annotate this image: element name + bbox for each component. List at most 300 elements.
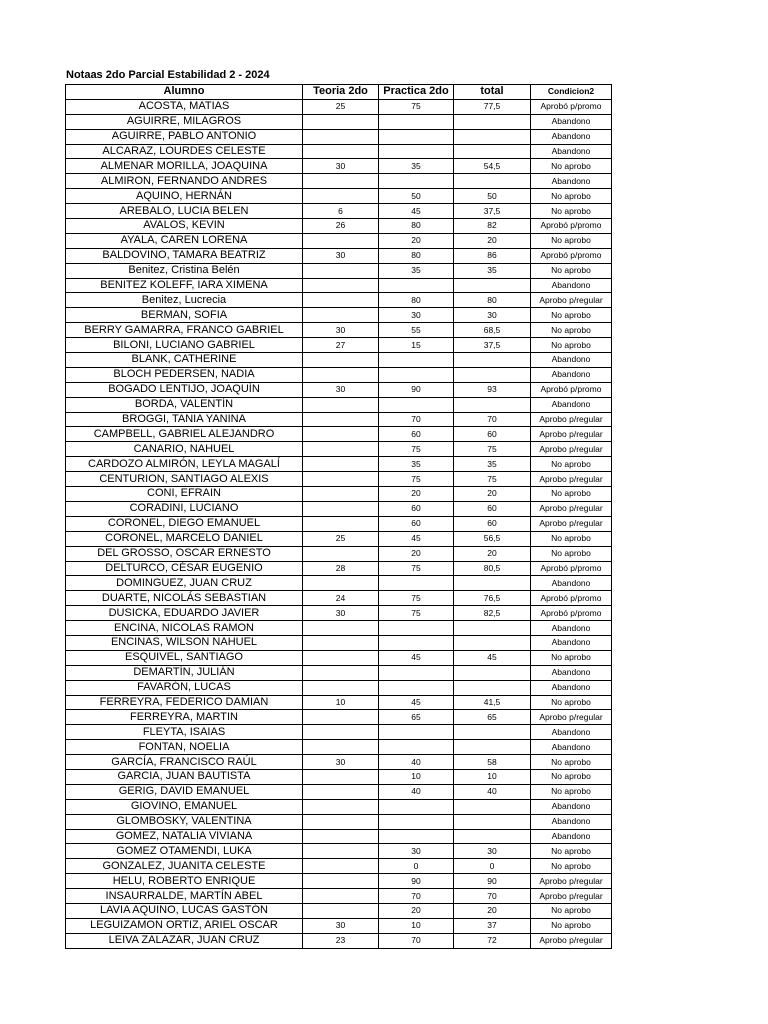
student-name: ESQUIVEL, SANTIAGO [66, 650, 303, 665]
teoria-score [303, 144, 379, 159]
student-name: LAVIA AQUINO, LUCAS GASTÓN [66, 903, 303, 918]
table-row [66, 427, 612, 442]
total-score: 60 [454, 427, 531, 442]
practica-score: 20 [379, 903, 454, 918]
total-score: 72 [454, 933, 531, 948]
total-score [454, 353, 531, 368]
teoria-score [303, 576, 379, 591]
teoria-score [303, 844, 379, 859]
student-name: GONZALEZ, JUANITA CELESTE [66, 859, 303, 874]
teoria-score [303, 725, 379, 740]
table-row [66, 769, 612, 784]
condition-status: Abandono [531, 144, 612, 159]
total-score: 82,5 [454, 606, 531, 621]
practica-score: 90 [379, 382, 454, 397]
practica-score: 80 [379, 248, 454, 263]
condition-status: Aprobó p/promo [531, 248, 612, 263]
total-score: 20 [454, 546, 531, 561]
practica-score: 15 [379, 338, 454, 353]
teoria-score [303, 889, 379, 904]
condition-status: Abandono [531, 829, 612, 844]
condition-status: No aprobo [531, 918, 612, 933]
condition-status: No aprobo [531, 695, 612, 710]
table-row [66, 442, 612, 457]
teoria-score [303, 427, 379, 442]
practica-score: 75 [379, 472, 454, 487]
total-score: 65 [454, 710, 531, 725]
total-score [454, 725, 531, 740]
condition-status: Abandono [531, 665, 612, 680]
condition-status: Aprobó p/promo [531, 606, 612, 621]
condition-status: No aprobo [531, 769, 612, 784]
table-row [66, 546, 612, 561]
total-score: 77,5 [454, 99, 531, 114]
condition-status: Abandono [531, 397, 612, 412]
table-row [66, 516, 612, 531]
table-row [66, 918, 612, 933]
practica-score: 70 [379, 412, 454, 427]
student-name: CENTURION, SANTIAGO ALEXIS [66, 472, 303, 487]
table-row [66, 397, 612, 412]
teoria-score: 30 [303, 159, 379, 174]
practica-score: 45 [379, 695, 454, 710]
teoria-score [303, 442, 379, 457]
condition-status: Abandono [531, 576, 612, 591]
student-name: ACOSTA, MATIAS [66, 99, 303, 114]
practica-score: 45 [379, 650, 454, 665]
condition-status: Abandono [531, 680, 612, 695]
total-score: 75 [454, 442, 531, 457]
condition-status: Aprobo p/regular [531, 442, 612, 457]
table-row [66, 889, 612, 904]
student-name: ALCARAZ, LOURDES CELESTE [66, 144, 303, 159]
condition-status: Abandono [531, 114, 612, 129]
teoria-score [303, 233, 379, 248]
student-name: BOGADO LENTIJO, JOAQUÍN [66, 382, 303, 397]
teoria-score [303, 114, 379, 129]
condition-status: No aprobo [531, 531, 612, 546]
teoria-score [303, 546, 379, 561]
practica-score: 70 [379, 889, 454, 904]
table-row [66, 725, 612, 740]
student-name: GARCÍA, FRANCISCO RAÚL [66, 755, 303, 770]
condition-status: Abandono [531, 740, 612, 755]
teoria-score [303, 412, 379, 427]
table-row [66, 635, 612, 650]
table-row [66, 219, 612, 234]
total-score: 35 [454, 457, 531, 472]
student-name: BENITEZ KOLEFF, IARA XIMENA [66, 278, 303, 293]
total-score: 86 [454, 248, 531, 263]
total-score [454, 576, 531, 591]
student-name: ENCINA, NICOLAS RAMON [66, 621, 303, 636]
total-score [454, 367, 531, 382]
student-name: AREBALO, LUCIA BELEN [66, 204, 303, 219]
practica-score [379, 680, 454, 695]
practica-score [379, 665, 454, 680]
teoria-score: 30 [303, 918, 379, 933]
table-row [66, 278, 612, 293]
total-score [454, 144, 531, 159]
table-row [66, 799, 612, 814]
total-score: 10 [454, 769, 531, 784]
student-name: BLOCH PEDERSEN, NADIA [66, 367, 303, 382]
practica-score: 45 [379, 531, 454, 546]
student-name: ALMIRON, FERNANDO ANDRES [66, 174, 303, 189]
table-row [66, 189, 612, 204]
condition-status: No aprobo [531, 159, 612, 174]
practica-score: 55 [379, 323, 454, 338]
student-name: DELTURCO, CÉSAR EUGENIO [66, 561, 303, 576]
practica-score: 80 [379, 219, 454, 234]
total-score: 40 [454, 784, 531, 799]
practica-score: 70 [379, 933, 454, 948]
student-name: ALMENAR MORILLA, JOAQUINA [66, 159, 303, 174]
total-score [454, 621, 531, 636]
teoria-score [303, 769, 379, 784]
student-name: CARDOZO ALMIRÓN, LEYLA MAGALÍ [66, 457, 303, 472]
teoria-score [303, 903, 379, 918]
condition-status: Aprobo p/regular [531, 472, 612, 487]
teoria-score: 30 [303, 755, 379, 770]
condition-status: No aprobo [531, 338, 612, 353]
condition-status: Abandono [531, 814, 612, 829]
student-name: GIOVINO, EMANUEL [66, 799, 303, 814]
practica-score: 50 [379, 189, 454, 204]
practica-score: 30 [379, 844, 454, 859]
student-name: DEMARTÍN, JULIÁN [66, 665, 303, 680]
teoria-score [303, 397, 379, 412]
table-row [66, 814, 612, 829]
condition-status: Abandono [531, 353, 612, 368]
condition-status: No aprobo [531, 755, 612, 770]
teoria-score [303, 784, 379, 799]
student-name: INSAURRALDE, MARTÍN ABEL [66, 889, 303, 904]
student-name: CORONEL, MARCELO DANIEL [66, 531, 303, 546]
condition-status: Aprobo p/regular [531, 501, 612, 516]
student-name: BROGGI, TANIA YANINA [66, 412, 303, 427]
teoria-score [303, 472, 379, 487]
total-score: 50 [454, 189, 531, 204]
student-name: CORADINI, LUCIANO [66, 501, 303, 516]
teoria-score [303, 263, 379, 278]
teoria-score: 24 [303, 591, 379, 606]
teoria-score: 30 [303, 606, 379, 621]
total-score: 20 [454, 233, 531, 248]
practica-score: 20 [379, 487, 454, 502]
practica-score [379, 353, 454, 368]
total-score [454, 680, 531, 695]
teoria-score: 10 [303, 695, 379, 710]
teoria-score [303, 293, 379, 308]
total-score: 60 [454, 516, 531, 531]
condition-status: No aprobo [531, 263, 612, 278]
teoria-score [303, 367, 379, 382]
practica-score [379, 635, 454, 650]
condition-status: No aprobo [531, 546, 612, 561]
student-name: DEL GROSSO, OSCAR ERNESTO [66, 546, 303, 561]
student-name: FAVARÓN, LUCAS [66, 680, 303, 695]
practica-score [379, 114, 454, 129]
table-body [66, 99, 612, 948]
practica-score: 35 [379, 457, 454, 472]
practica-score: 45 [379, 204, 454, 219]
total-score [454, 278, 531, 293]
teoria-score [303, 635, 379, 650]
table-row [66, 114, 612, 129]
header-alumno: Alumno [66, 85, 303, 100]
header-total: total [454, 85, 531, 100]
total-score: 30 [454, 844, 531, 859]
table-row [66, 487, 612, 502]
table-row [66, 382, 612, 397]
table-row [66, 859, 612, 874]
condition-status: No aprobo [531, 784, 612, 799]
table-row [66, 606, 612, 621]
condition-status: No aprobo [531, 903, 612, 918]
teoria-score: 25 [303, 99, 379, 114]
total-score [454, 799, 531, 814]
practica-score: 60 [379, 516, 454, 531]
condition-status: Aprobo p/regular [531, 293, 612, 308]
table-row [66, 680, 612, 695]
practica-score [379, 129, 454, 144]
header-practica: Practica 2do [379, 85, 454, 100]
practica-score: 75 [379, 591, 454, 606]
teoria-score [303, 353, 379, 368]
total-score: 75 [454, 472, 531, 487]
teoria-score: 27 [303, 338, 379, 353]
total-score: 54,5 [454, 159, 531, 174]
condition-status: No aprobo [531, 487, 612, 502]
total-score: 41,5 [454, 695, 531, 710]
condition-status: Abandono [531, 621, 612, 636]
teoria-score [303, 814, 379, 829]
practica-score [379, 621, 454, 636]
condition-status: Aprobó p/promo [531, 99, 612, 114]
grades-table [65, 84, 612, 949]
table-row [66, 591, 612, 606]
table-row [66, 710, 612, 725]
student-name: GARCIA, JUAN BAUTISTA [66, 769, 303, 784]
practica-score [379, 174, 454, 189]
total-score: 45 [454, 650, 531, 665]
teoria-score [303, 501, 379, 516]
teoria-score [303, 487, 379, 502]
practica-score [379, 397, 454, 412]
total-score: 90 [454, 874, 531, 889]
student-name: CANARIO, NAHUEL [66, 442, 303, 457]
table-row [66, 323, 612, 338]
table-row [66, 99, 612, 114]
practica-score: 75 [379, 561, 454, 576]
total-score: 68,5 [454, 323, 531, 338]
practica-score: 75 [379, 606, 454, 621]
teoria-score: 6 [303, 204, 379, 219]
table-row [66, 844, 612, 859]
total-score: 37,5 [454, 338, 531, 353]
teoria-score [303, 650, 379, 665]
teoria-score [303, 874, 379, 889]
condition-status: Aprobo p/regular [531, 427, 612, 442]
student-name: GOMEZ OTAMENDI, LUKA [66, 844, 303, 859]
teoria-score [303, 829, 379, 844]
condition-status: Abandono [531, 799, 612, 814]
condition-status: No aprobo [531, 233, 612, 248]
practica-score: 35 [379, 159, 454, 174]
practica-score: 90 [379, 874, 454, 889]
teoria-score [303, 740, 379, 755]
practica-score: 0 [379, 859, 454, 874]
total-score: 20 [454, 903, 531, 918]
teoria-score [303, 129, 379, 144]
student-name: LEIVA ZALAZAR, JUAN CRUZ [66, 933, 303, 948]
condition-status: Aprobo p/regular [531, 874, 612, 889]
teoria-score [303, 457, 379, 472]
student-name: AQUINO, HERNÁN [66, 189, 303, 204]
student-name: HELU, ROBERTO ENRIQUE [66, 874, 303, 889]
student-name: GERIG, DAVID EMANUEL [66, 784, 303, 799]
table-row [66, 412, 612, 427]
practica-score: 35 [379, 263, 454, 278]
table-row [66, 144, 612, 159]
condition-status: No aprobo [531, 650, 612, 665]
table-row [66, 576, 612, 591]
practica-score: 10 [379, 918, 454, 933]
teoria-score [303, 308, 379, 323]
table-row [66, 353, 612, 368]
total-score [454, 635, 531, 650]
student-name: CAMPBELL, GABRIEL ALEJANDRO [66, 427, 303, 442]
total-score: 35 [454, 263, 531, 278]
practica-score: 40 [379, 784, 454, 799]
student-name: FERREYRA, FEDERICO DAMIAN [66, 695, 303, 710]
condition-status: Aprobo p/regular [531, 889, 612, 904]
teoria-score [303, 174, 379, 189]
condition-status: Aprobo p/regular [531, 710, 612, 725]
condition-status: Aprobó p/promo [531, 561, 612, 576]
student-name: CONI, EFRAIN [66, 487, 303, 502]
table-row [66, 233, 612, 248]
table-row [66, 263, 612, 278]
practica-score [379, 725, 454, 740]
condition-status: Aprobo p/regular [531, 412, 612, 427]
document-title: Notaas 2do Parcial Estabilidad 2 - 2024 [66, 69, 270, 81]
total-score: 82 [454, 219, 531, 234]
practica-score [379, 576, 454, 591]
condition-status: Aprobó p/promo [531, 382, 612, 397]
header-condicion: Condicion2 [531, 85, 612, 100]
practica-score [379, 799, 454, 814]
student-name: AGUIRRE, MILAGROS [66, 114, 303, 129]
total-score [454, 740, 531, 755]
condition-status: Abandono [531, 129, 612, 144]
table-row [66, 338, 612, 353]
table-row [66, 204, 612, 219]
teoria-score [303, 621, 379, 636]
table-row [66, 829, 612, 844]
student-name: Benitez, Cristina Belén [66, 263, 303, 278]
table-row [66, 308, 612, 323]
table-row [66, 367, 612, 382]
practica-score: 80 [379, 293, 454, 308]
condition-status: Abandono [531, 174, 612, 189]
condition-status: Aprobo p/regular [531, 516, 612, 531]
practica-score: 60 [379, 501, 454, 516]
student-name: BERRY GAMARRA, FRANCO GABRIEL [66, 323, 303, 338]
student-name: LEGUIZAMON ORTIZ, ARIEL OSCAR [66, 918, 303, 933]
student-name: GOMEZ, NATALIA VIVIANA [66, 829, 303, 844]
practica-score: 20 [379, 233, 454, 248]
student-name: DUSICKA, EDUARDO JAVIER [66, 606, 303, 621]
total-score: 60 [454, 501, 531, 516]
student-name: AYALA, CAREN LORENA [66, 233, 303, 248]
table-row [66, 472, 612, 487]
teoria-score [303, 859, 379, 874]
total-score: 70 [454, 889, 531, 904]
header-teoria: Teoria 2do [303, 85, 379, 100]
condition-status: No aprobo [531, 457, 612, 472]
table-row [66, 457, 612, 472]
teoria-score: 30 [303, 382, 379, 397]
practica-score [379, 278, 454, 293]
total-score: 20 [454, 487, 531, 502]
practica-score: 60 [379, 427, 454, 442]
practica-score [379, 367, 454, 382]
condition-status: No aprobo [531, 859, 612, 874]
condition-status: Abandono [531, 635, 612, 650]
condition-status: No aprobo [531, 189, 612, 204]
practica-score: 65 [379, 710, 454, 725]
practica-score: 75 [379, 99, 454, 114]
total-score [454, 814, 531, 829]
condition-status: Abandono [531, 278, 612, 293]
teoria-score [303, 710, 379, 725]
total-score: 93 [454, 382, 531, 397]
table-row [66, 740, 612, 755]
student-name: FONTAN, NOELIA [66, 740, 303, 755]
condition-status: No aprobo [531, 323, 612, 338]
student-name: GLOMBOSKY, VALENTINA [66, 814, 303, 829]
student-name: ENCINAS, WILSON NAHUEL [66, 635, 303, 650]
practica-score: 20 [379, 546, 454, 561]
student-name: FERREYRA, MARTIN [66, 710, 303, 725]
total-score: 37 [454, 918, 531, 933]
total-score: 56,5 [454, 531, 531, 546]
practica-score: 30 [379, 308, 454, 323]
total-score: 30 [454, 308, 531, 323]
table-row [66, 695, 612, 710]
practica-score [379, 144, 454, 159]
student-name: DUARTE, NICOLÁS SEBASTIAN [66, 591, 303, 606]
practica-score: 75 [379, 442, 454, 457]
student-name: BORDA, VALENTÍN [66, 397, 303, 412]
table-row [66, 159, 612, 174]
table-row [66, 501, 612, 516]
total-score [454, 829, 531, 844]
total-score: 80,5 [454, 561, 531, 576]
table-row [66, 755, 612, 770]
table-row [66, 248, 612, 263]
table-row [66, 903, 612, 918]
total-score: 76,5 [454, 591, 531, 606]
table-row [66, 874, 612, 889]
practica-score [379, 740, 454, 755]
condition-status: No aprobo [531, 308, 612, 323]
total-score: 0 [454, 859, 531, 874]
total-score [454, 174, 531, 189]
total-score [454, 665, 531, 680]
